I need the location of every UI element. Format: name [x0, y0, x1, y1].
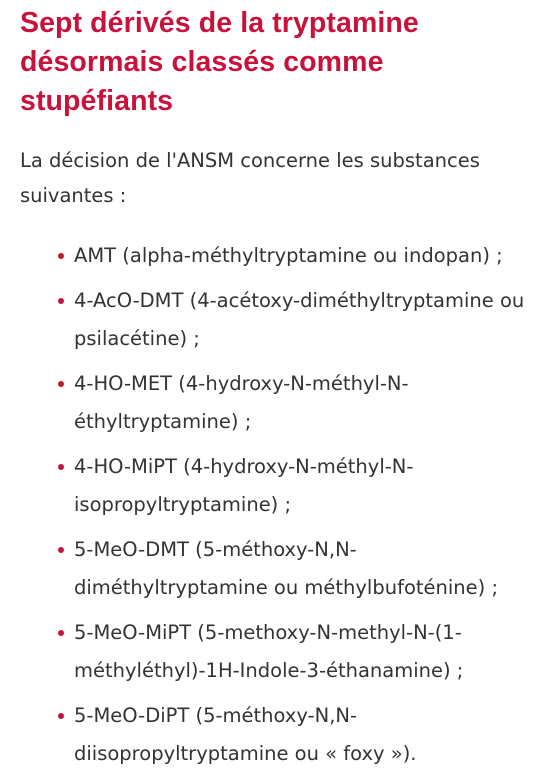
intro-paragraph: La décision de l'ANSM concerne les substances suivantes : [20, 149, 480, 207]
substance-item-4-aco-dmt [20, 282, 530, 358]
substance-label: 4-HO-MET (4-hydroxy-N-méthyl-N-éthyltryptamine) ; [74, 372, 409, 433]
substance-list [20, 237, 530, 773]
substance-label: 4-AcO-DMT (4-acétoxy-diméthyltryptamine ou psilacétine) ; [74, 289, 525, 350]
substance-item-amt [20, 237, 530, 275]
bullet-icon [58, 713, 64, 719]
bullet-icon [58, 253, 64, 259]
substance-item-5-meo-mipt [20, 614, 530, 690]
substance-label: 5-MeO-MiPT (5-methoxy-N-methyl-N-(1-méthyléthyl)-1H-Indole-3-éthanamine) ; [74, 621, 464, 682]
substance-item-4-ho-met [20, 365, 530, 441]
bullet-icon [58, 630, 64, 636]
bullet-icon [58, 547, 64, 553]
substance-label: 5-MeO-DiPT (5-méthoxy-N,N-diisopropyltryptamine ou « foxy »). [74, 704, 417, 765]
substance-item-5-meo-dipt [20, 697, 530, 773]
substance-item-5-meo-dmt [20, 531, 530, 607]
bullet-icon [58, 298, 64, 304]
substance-label: 4-HO-MiPT (4-hydroxy-N-méthyl-N-isopropyltryptamine) ; [74, 455, 414, 516]
substance-label: AMT (alpha-méthyltryptamine ou indopan) ; [74, 244, 503, 267]
article [20, 0, 530, 780]
article-headline: Sept dérivés de la tryptamine désormais classés comme stupéfiants [20, 7, 419, 117]
substance-label: 5-MeO-DMT (5-méthoxy-N,N-diméthyltryptamine ou méthylbufoténine) ; [74, 538, 499, 599]
bullet-icon [58, 464, 64, 470]
bullet-icon [58, 381, 64, 387]
substance-item-4-ho-mipt [20, 448, 530, 524]
